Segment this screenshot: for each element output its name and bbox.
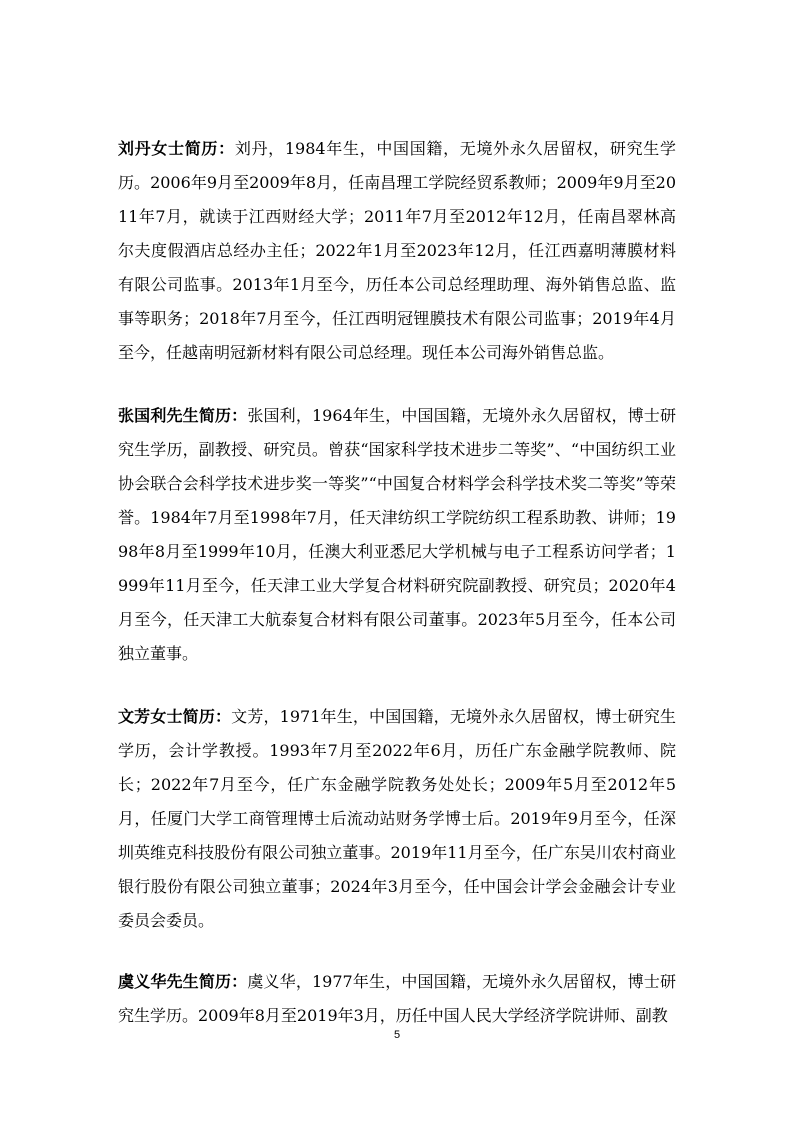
- bio-text: 刘丹，1984年生，中国国籍，无境外永久居留权，研究生学历。2006年9月至2009年8月，任南昌理工学院经贸系教师；2009年9月至2011年7月，就读于江西财经大学；2011年7月至2012年12月，任南昌翠林高尔夫度假酒店总经办主任；2022年1月至2023年12月，任江西嘉明薄膜材料有限公司监事。2013年1月至今，历任本公司总经理助理、海外销售总监、监事等职务；2018年7月至今，任江西明冠锂膜技术有限公司监事；2019年4月至今，任越南明冠新材料有限公司总经理。现任本公司海外销售总监。: [118, 139, 676, 362]
- bio-yu-yihua: [118, 965, 676, 1033]
- bio-liu-dan: [118, 132, 676, 370]
- bio-heading: 文芳女士简历：: [118, 707, 232, 726]
- bio-heading: 张国利先生简历：: [118, 406, 248, 425]
- bio-text: 文芳，1971年生，中国国籍，无境外永久居留权，博士研究生学历，会计学教授。1993年7月至2022年6月，历任广东金融学院教师、院长；2022年7月至今，任广东金融学院教务处处长；2009年5月至2012年5月，任厦门大学工商管理博士后流动站财务学博士后。2019年9月至今，任深圳英维克科技股份有限公司独立董事。2019年11月至今，任广东吴川农村商业银行股份有限公司独立董事；2024年3月至今，任中国会计学会金融会计专业委员会委员。: [118, 707, 676, 930]
- bio-wen-fang: [118, 700, 676, 938]
- bio-text: 张国利，1964年生，中国国籍，无境外永久居留权，博士研究生学历，副教授、研究员。曾获“国家科学技术进步二等奖”、“中国纺织工业协会联合会科学技术进步奖一等奖”“中国复合材料学会科学技术奖二等奖”等荣誉。1984年7月至1998年7月，任天津纺织工学院纺织工程系助教、讲师；1998年8月至1999年10月，任澳大利亚悉尼大学机械与电子工程系访问学者；1999年11月至今，任天津工业大学复合材料研究院副教授、研究员；2020年4月至今，任天津工大航泰复合材料有限公司董事。2023年5月至今，任本公司独立董事。: [118, 406, 676, 663]
- bio-text: 虞义华，1977年生，中国国籍，无境外永久居留权，博士研究生学历。2009年8月至2019年3月，历任中国人民大学经济学院讲师、副教: [118, 972, 676, 1025]
- bio-heading: 虞义华先生简历：: [118, 972, 248, 991]
- page-number: 5: [393, 1029, 401, 1041]
- bio-heading: 刘丹女士简历：: [118, 139, 235, 158]
- bio-zhang-guoli: [118, 399, 676, 671]
